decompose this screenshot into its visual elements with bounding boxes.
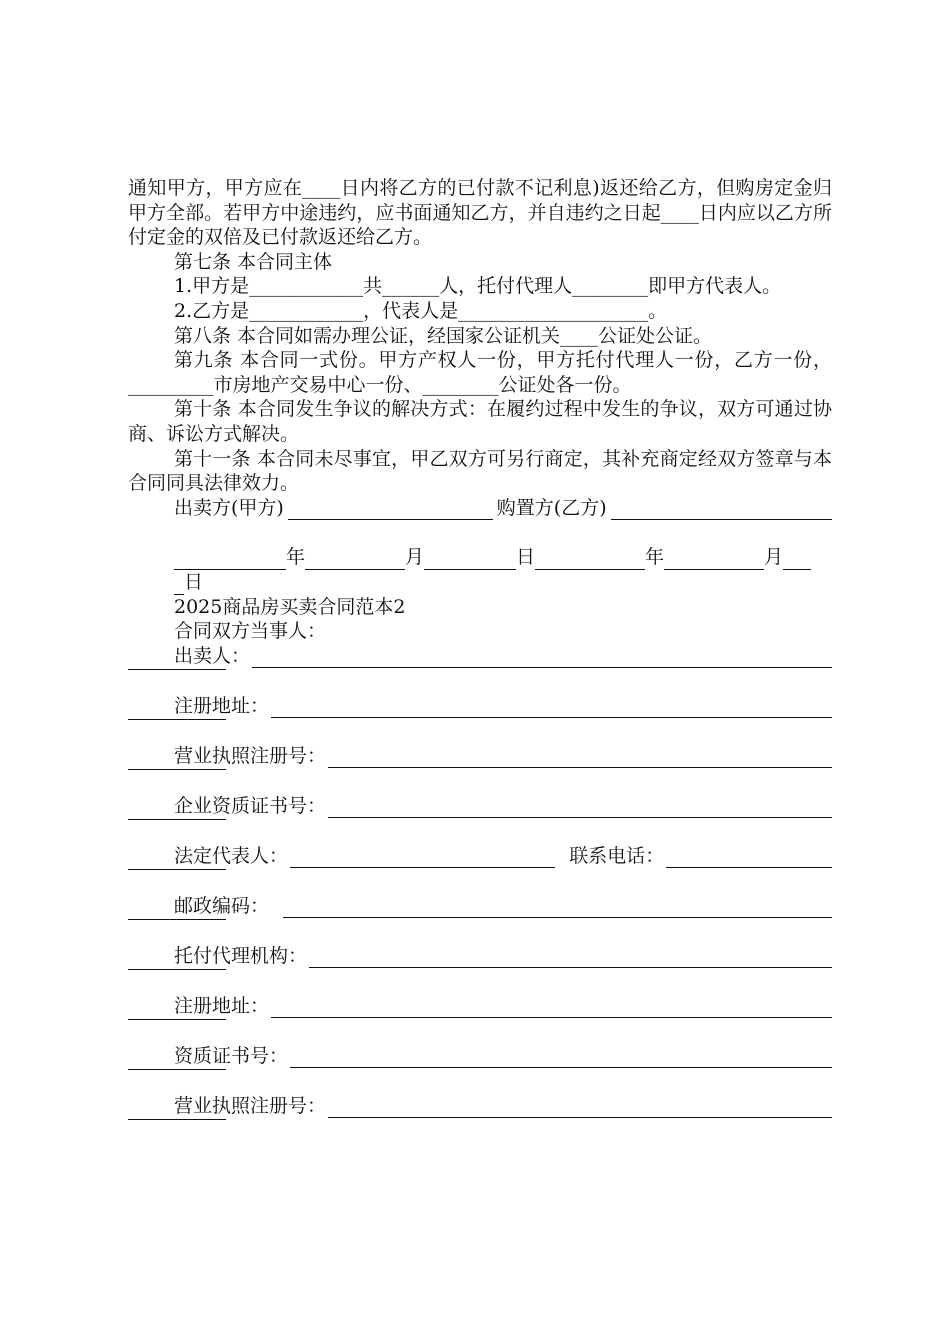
reg-address-label: 注册地址： — [174, 694, 270, 717]
buyer-day-blank — [783, 552, 811, 570]
agency-license-blank-tail — [128, 1118, 226, 1120]
seller-day-blank — [424, 552, 516, 570]
buyer-day-label: 日 — [184, 570, 204, 593]
seller-label: 出卖人： — [174, 644, 251, 667]
agency-address-label: 注册地址： — [174, 994, 270, 1017]
seller-blank — [252, 650, 832, 668]
agency-blank — [309, 950, 832, 968]
field-reg-address — [128, 694, 832, 744]
qualification-no-blank — [328, 800, 832, 818]
article-11: 第十一条 本合同未尽事宜，甲乙双方可另行商定，其补充商定经双方签章与本合同同具法律效力。 — [128, 447, 832, 495]
field-license-no — [128, 744, 832, 794]
seller-signature-label: 出卖方(甲方) — [174, 496, 284, 519]
article-7-item-1: 1.甲方是____________共______人，托付代理人________即甲方代表人。 — [174, 275, 782, 298]
field-seller — [128, 644, 832, 694]
qualification-no-blank-tail — [128, 818, 226, 820]
seller-year-label: 年 — [286, 546, 306, 569]
article-7-title: 第七条 本合同主体 — [174, 250, 333, 273]
field-legal-rep — [128, 844, 832, 894]
document-page — [128, 176, 832, 1144]
field-agency — [128, 944, 832, 994]
buyer-signature-label: 购置方(乙方) — [496, 496, 607, 519]
agency-license-label: 营业执照注册号： — [174, 1094, 327, 1117]
agency-qualification-blank-tail — [128, 1068, 226, 1070]
buyer-day-blank-wrap — [174, 577, 184, 595]
field-qualification-no — [128, 794, 832, 844]
phone-label: 联系电话： — [569, 844, 665, 867]
postcode-blank — [283, 900, 832, 918]
postcode-label: 邮政编码： — [174, 894, 270, 917]
field-agency-license — [128, 1094, 832, 1144]
agency-qualification-blank — [290, 1050, 832, 1068]
field-agency-qualification — [128, 1044, 832, 1094]
section-2-title: 2025商品房买卖合同范本2 — [174, 595, 406, 618]
buyer-month-label: 月 — [764, 546, 784, 569]
buyer-signature-blank — [611, 502, 832, 520]
legal-rep-blank — [290, 850, 555, 868]
seller-month-blank — [305, 552, 405, 570]
legal-rep-label: 法定代表人： — [174, 844, 289, 867]
seller-signature-blank — [288, 502, 493, 520]
reg-address-blank-tail — [128, 718, 226, 720]
signature-line — [128, 496, 832, 521]
license-no-label: 营业执照注册号： — [174, 744, 327, 767]
agency-address-blank-tail — [128, 1018, 226, 1020]
paragraph-refund: 通知甲方，甲方应在____日内将乙方的已付款不记利息)返还给乙方，但购房定金归甲方全部。若甲方中途违约，应书面通知乙方，并自违约之日起____日内应以乙方所付定金的双倍及已付款返还给乙方。 — [128, 177, 832, 249]
date-line — [128, 545, 832, 570]
buyer-year-label: 年 — [645, 546, 665, 569]
article-10: 第十条 本合同发生争议的解决方式：在履约过程中发生的争议，双方可通过协商、诉讼方式解决。 — [128, 398, 832, 445]
field-postcode — [128, 894, 832, 944]
article-8: 第八条 本合同如需办理公证，经国家公证机关____公证处公证。 — [174, 324, 713, 347]
article-7-item-2: 2.乙方是____________，代表人是____________________。 — [174, 299, 668, 322]
article-9: 第九条 本合同一式份。甲方产权人一份，甲方托付代理人一份，乙方一份，_________市房地产交易中心一份、________公证处各一份。 — [128, 349, 832, 396]
phone-blank — [666, 850, 832, 868]
seller-month-label: 月 — [405, 546, 425, 569]
field-agency-address — [128, 994, 832, 1044]
buyer-month-blank — [664, 552, 764, 570]
agency-qualification-label: 资质证书号： — [174, 1044, 289, 1067]
agency-address-blank — [271, 1000, 832, 1018]
phone-blank-tail — [128, 868, 226, 870]
parties-label: 合同双方当事人： — [174, 620, 327, 643]
postcode-blank-tail — [128, 918, 226, 920]
agency-license-blank — [328, 1100, 832, 1118]
reg-address-blank — [271, 700, 832, 718]
buyer-year-blank — [535, 552, 645, 570]
date-line-wrap — [128, 570, 832, 595]
seller-blank-tail — [128, 668, 226, 670]
qualification-no-label: 企业资质证书号： — [174, 794, 327, 817]
seller-year-blank — [174, 552, 286, 570]
agency-blank-tail — [128, 968, 226, 970]
license-no-blank-tail — [128, 768, 226, 770]
agency-label: 托付代理机构： — [174, 944, 308, 967]
seller-day-label: 日 — [516, 546, 536, 569]
license-no-blank — [328, 750, 832, 768]
